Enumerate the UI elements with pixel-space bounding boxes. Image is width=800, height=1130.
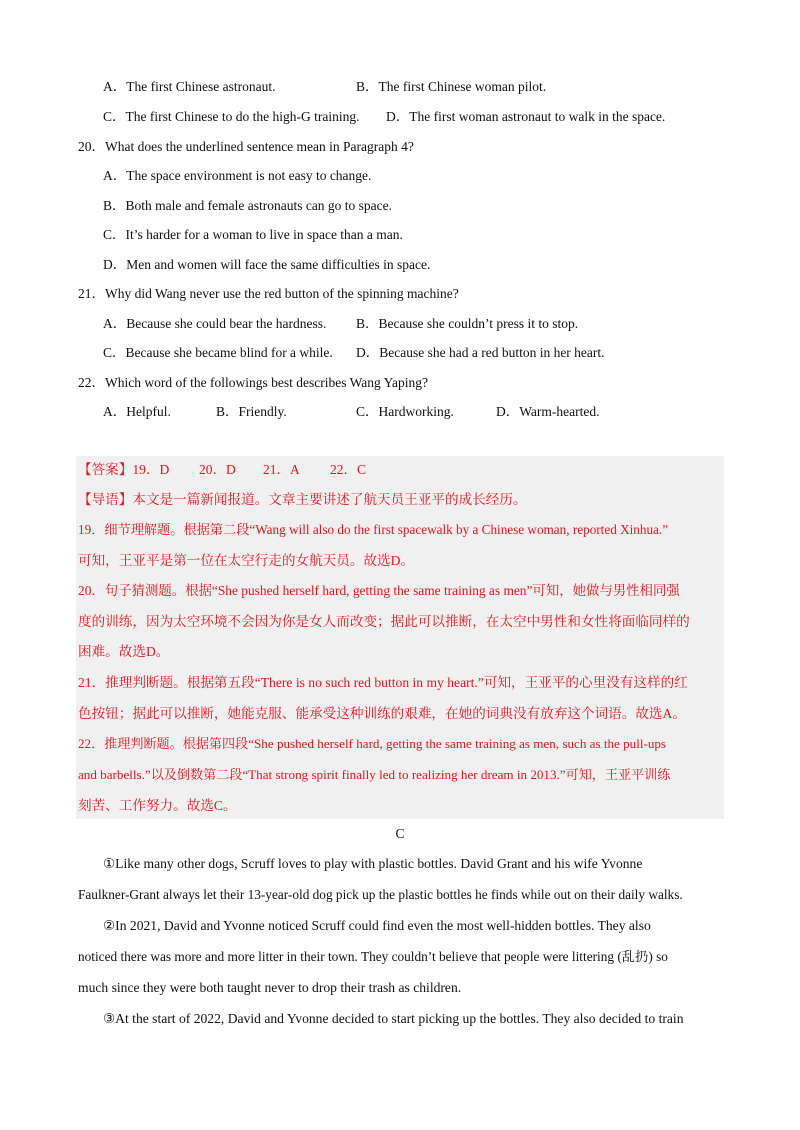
explanation-19-line-1: 19．细节理解题。根据第二段“Wang will also do the first spacewalk by a Chinese woman, reported Xinhua.”	[78, 522, 669, 537]
section-heading: C	[395, 826, 405, 841]
q20-option-a: A．The space environment is not easy to change.	[103, 168, 372, 183]
explanation-20-line-2: 度的训练，因为太空环境不会因为你是女人而改变；据此可以推断，在太空中男性和女性将面临同样的	[78, 614, 690, 629]
q19-option-a: A．The first Chinese astronaut.	[103, 79, 276, 94]
q19-option-d: D．The first woman astronaut to walk in the space.	[386, 109, 666, 124]
q21-option-d: D．Because she had a red button in her heart.	[356, 345, 605, 360]
paragraph-1-line-1: ①Like many other dogs, Scruff loves to play with plastic bottles. David Grant and his wife Yvonne	[103, 856, 643, 871]
explanation-21-line-2: 色按钮；据此可以推断，她能克服、能承受这种训练的艰难，在她的词典没有放弃这个词语。故选A。	[78, 706, 686, 721]
explanation-22-line-1: 22．推理判断题。根据第四段“She pushed herself hard, getting the same training as men, such as the pull-ups	[78, 736, 667, 751]
answer-key-22: 22．C	[330, 462, 367, 477]
answer-key-label: 【答案】	[78, 462, 133, 477]
explanation-22-line-2: and barbells.”以及倒数第二段“That strong spirit finally led to realizing her dream in 2013.”可知，王亚平训练	[78, 767, 671, 782]
answer-key-19: 19．D	[132, 462, 170, 477]
q22-option-b: B．Friendly.	[216, 404, 287, 419]
answer-key-row	[78, 459, 169, 481]
q22-option-a: A．Helpful.	[103, 404, 171, 419]
explanation-22-line-3: 刻苦、工作努力。故选C。	[78, 798, 237, 813]
q21-stem: 21．Why did Wang never use the red button of the spinning machine?	[78, 286, 459, 301]
answer-key-20: 20．D	[199, 462, 236, 477]
q20-stem: 20．What does the underlined sentence mean in Paragraph 4?	[78, 139, 414, 154]
q21-option-c: C．Because she became blind for a while.	[103, 345, 333, 360]
paragraph-2-line-1: ②In 2021, David and Yvonne noticed Scruff could find even the most well-hidden bottles. They also	[103, 918, 651, 933]
q22-stem: 22．Which word of the followings best describes Wang Yaping?	[78, 375, 428, 390]
q20-option-c: C．It’s harder for a woman to live in space than a man.	[103, 227, 403, 242]
paragraph-2-line-2: noticed there was more and more litter in their town. They couldn’t believe that people were littering (乱扔) so	[78, 949, 668, 964]
explanation-20-line-1: 20．句子猜测题。根据“She pushed herself hard, getting the same training as men”可知，她做与男性相同强	[78, 583, 680, 598]
q21-option-a: A．Because she could bear the hardness.	[103, 316, 327, 331]
q22-option-d: D．Warm-hearted.	[496, 404, 600, 419]
answer-guide: 【导语】本文是一篇新闻报道。文章主要讲述了航天员王亚平的成长经历。	[78, 492, 527, 507]
q20-option-d: D．Men and women will face the same difficulties in space.	[103, 257, 431, 272]
explanation-20-line-3: 困难。故选D。	[78, 644, 170, 659]
q19-option-b: B．The first Chinese woman pilot.	[356, 79, 547, 94]
q22-option-c: C．Hardworking.	[356, 404, 454, 419]
explanation-19-line-2: 可知，王亚平是第一位在太空行走的女航天员。故选D。	[78, 553, 415, 568]
paragraph-3-line-1: ③At the start of 2022, David and Yvonne decided to start picking up the bottles. They also decided to train	[103, 1011, 684, 1026]
q20-option-b: B．Both male and female astronauts can go to space.	[103, 198, 393, 213]
answer-key-21: 21．A	[263, 462, 300, 477]
q21-option-b: B．Because she couldn’t press it to stop.	[356, 316, 579, 331]
q19-option-c: C．The first Chinese to do the high-G training.	[103, 109, 360, 124]
paragraph-1-line-2: Faulkner-Grant always let their 13-year-old dog pick up the plastic bottles he finds while out on their daily walks.	[78, 887, 683, 902]
paragraph-2-line-3: much since they were both taught never to drop their trash as children.	[78, 980, 462, 995]
explanation-21-line-1: 21．推理判断题。根据第五段“There is no such red button in my heart.”可知，王亚平的心里没有这样的红	[78, 675, 688, 690]
